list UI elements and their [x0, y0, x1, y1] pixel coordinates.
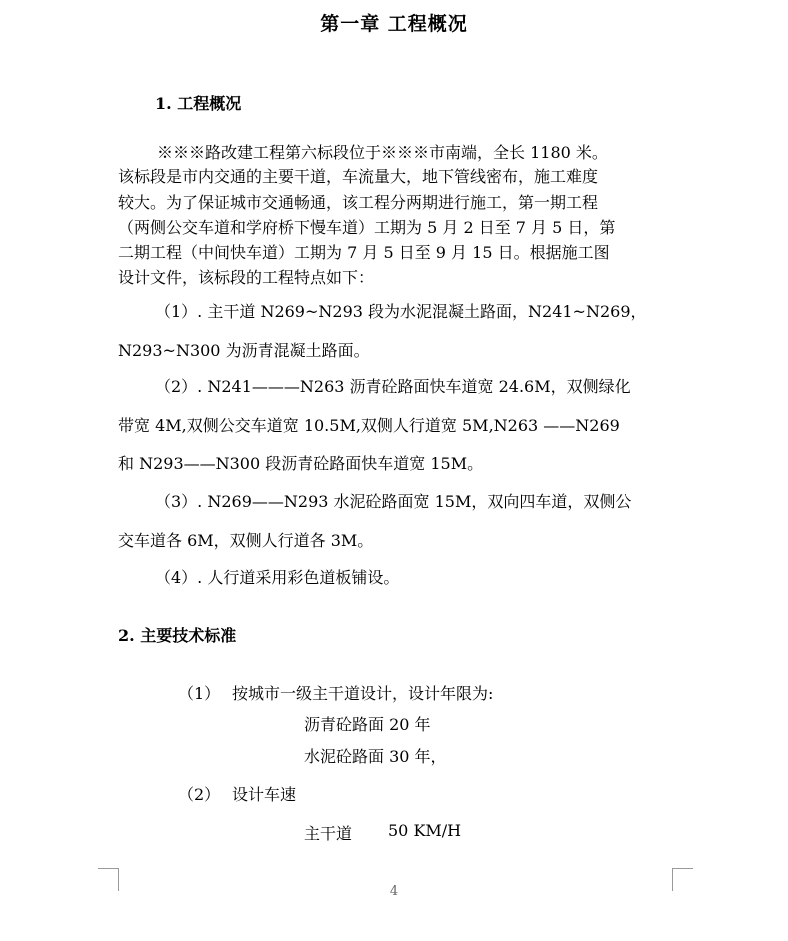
sub-line: 沥青砼路面 20 年 — [304, 715, 431, 734]
item-text: 按城市一级主干道设计，设计年限为: — [232, 684, 494, 703]
sub-line: 水泥砼路面 30 年， — [304, 747, 447, 766]
intro-line: （两侧公交车道和学府桥下慢车道）工期为 5 月 2 日至 7 月 5 日，第 — [118, 218, 616, 237]
intro-line: 二期工程（中间快车道）工期为 7 月 5 日至 9 月 15 日。根据施工图 — [118, 243, 610, 262]
item-label: （2） — [178, 785, 221, 804]
item-line: （4）. 人行道采用彩色道板铺设。 — [155, 568, 400, 587]
item-line: （2）. N241———N263 沥青砼路面快车道宽 24.6M，双侧绿化 — [155, 377, 631, 396]
intro-line: 设计文件，该标段的工程特点如下： — [118, 268, 375, 287]
speed-road: 主干道 — [304, 824, 353, 843]
item-line: 交车道各 6M，双侧人行道各 3M。 — [118, 531, 374, 550]
chapter-title: 第一章 工程概况 — [320, 13, 468, 35]
item-line: 带宽 4M,双侧公交车道宽 10.5M,双侧人行道宽 5M,N263 ——N269 — [118, 416, 620, 435]
speed-value: 50 KM/H — [388, 821, 462, 840]
intro-line: 较大。为了保证城市交通畅通，该工程分两期进行施工，第一期工程 — [118, 193, 599, 212]
section-heading-2: 2. 主要技术标准 — [118, 626, 237, 645]
intro-line: 该标段是市内交通的主要干道，车流量大，地下管线密布，施工难度 — [118, 167, 599, 186]
page-number: 4 — [389, 884, 399, 899]
item-label: （1） — [178, 684, 221, 703]
item-text: 设计车速 — [232, 785, 297, 804]
item-line: （3）. N269——N293 水泥砼路面宽 15M，双向四车道，双侧公 — [155, 492, 632, 511]
item-line: N293~N300 为沥青混凝土路面。 — [118, 341, 370, 360]
item-line: （1）. 主干道 N269~N293 段为水泥混凝土路面，N241~N269， — [155, 302, 647, 321]
intro-line: ※※※路改建工程第六标段位于※※※市南端，全长 1180 米。 — [157, 143, 608, 162]
item-line: 和 N293——N300 段沥青砼路面快车道宽 15M。 — [118, 454, 484, 473]
section-heading-1: 1. 工程概况 — [155, 94, 242, 113]
